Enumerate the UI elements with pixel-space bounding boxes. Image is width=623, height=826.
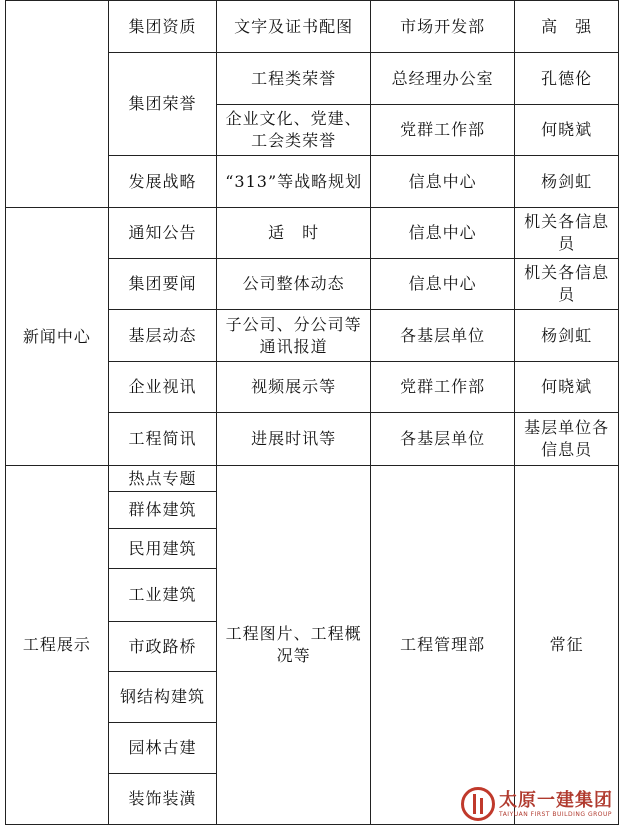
- department-cell: 信息中心: [370, 156, 514, 208]
- category-cell: 通知公告: [108, 208, 217, 259]
- category-cell: 民用建筑: [108, 529, 217, 569]
- logo-name-en: TAIYUAN FIRST BUILDING GROUP: [499, 810, 613, 818]
- department-cell: 市场开发部: [370, 1, 514, 53]
- person-cell: 杨剑虹: [515, 156, 619, 208]
- table-row: [6, 208, 619, 259]
- category-cell: 群体建筑: [108, 492, 217, 529]
- person-cell: 基层单位各信息员: [515, 413, 619, 466]
- category-cell: 集团荣誉: [108, 53, 217, 156]
- person-cell: 高 强: [515, 1, 619, 53]
- section-cell: 新闻中心: [6, 208, 109, 466]
- category-cell: 热点专题: [108, 466, 217, 492]
- content-cell: 企业文化、党建、工会类荣誉: [217, 105, 371, 156]
- person-cell: 常征: [515, 466, 619, 825]
- content-cell: 工程图片、工程概况等: [217, 466, 371, 825]
- content-cell: 公司整体动态: [217, 259, 371, 310]
- content-cell: 文字及证书配图: [217, 1, 371, 53]
- category-cell: 工业建筑: [108, 569, 217, 622]
- person-cell: 机关各信息员: [515, 259, 619, 310]
- content-cell: 工程类荣誉: [217, 53, 371, 105]
- category-cell: 市政路桥: [108, 622, 217, 672]
- content-assignment-table: [5, 0, 619, 825]
- category-cell: 园林古建: [108, 723, 217, 774]
- logo-icon: [461, 787, 495, 821]
- department-cell: 各基层单位: [370, 310, 514, 362]
- department-cell: 信息中心: [370, 208, 514, 259]
- person-cell: 孔德伦: [515, 53, 619, 105]
- person-cell: 机关各信息员: [515, 208, 619, 259]
- company-logo: [461, 787, 613, 821]
- content-cell: 进展时讯等: [217, 413, 371, 466]
- table-row: [6, 466, 619, 492]
- category-cell: 集团要闻: [108, 259, 217, 310]
- department-cell: 工程管理部: [370, 466, 514, 825]
- category-cell: 装饰装潢: [108, 774, 217, 825]
- department-cell: 党群工作部: [370, 362, 514, 413]
- table-row: [6, 1, 619, 53]
- content-cell: 子公司、分公司等通讯报道: [217, 310, 371, 362]
- content-cell: 视频展示等: [217, 362, 371, 413]
- person-cell: 杨剑虹: [515, 310, 619, 362]
- department-cell: 党群工作部: [370, 105, 514, 156]
- person-cell: 何晓斌: [515, 105, 619, 156]
- section-cell: 工程展示: [6, 466, 109, 825]
- category-cell: 钢结构建筑: [108, 672, 217, 723]
- content-cell: 适 时: [217, 208, 371, 259]
- content-cell: “313”等战略规划: [217, 156, 371, 208]
- category-cell: 企业视讯: [108, 362, 217, 413]
- section-cell-empty: [6, 1, 109, 208]
- person-cell: 何晓斌: [515, 362, 619, 413]
- department-cell: 总经理办公室: [370, 53, 514, 105]
- category-cell: 集团资质: [108, 1, 217, 53]
- category-cell: 基层动态: [108, 310, 217, 362]
- category-cell: 工程简讯: [108, 413, 217, 466]
- department-cell: 各基层单位: [370, 413, 514, 466]
- department-cell: 信息中心: [370, 259, 514, 310]
- category-cell: 发展战略: [108, 156, 217, 208]
- logo-name-cn: 太原一建集团: [499, 789, 613, 811]
